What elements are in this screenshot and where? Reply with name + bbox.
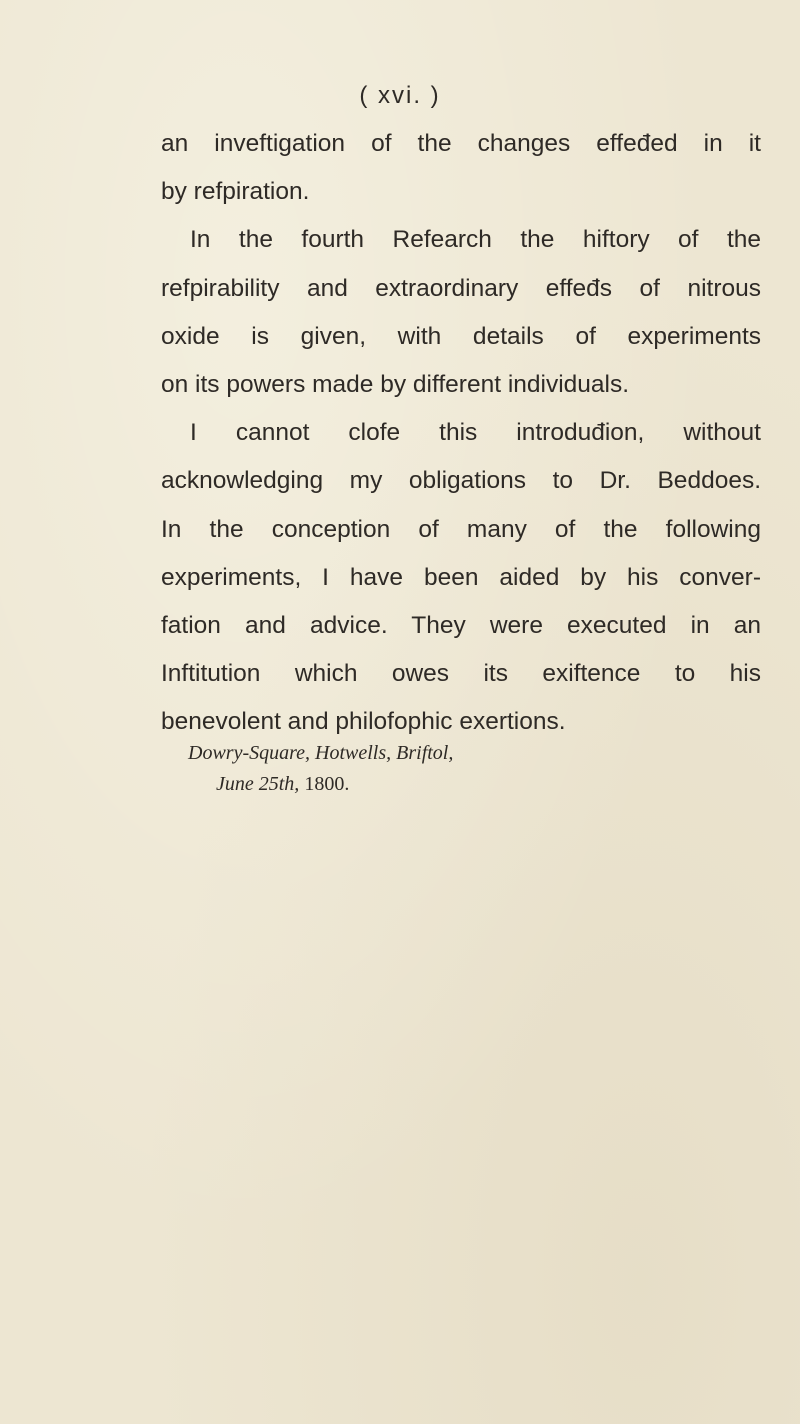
- text-line: on its powers made by different individuals.: [161, 370, 630, 398]
- text-line: acknowledging my obligations to Dr. Beddoes.: [161, 467, 761, 495]
- text-line: benevolent and philofophic exertions.: [161, 708, 566, 736]
- page-number: ( xvi. ): [359, 82, 441, 109]
- signature-block: [188, 742, 453, 796]
- signature-date-line: [188, 773, 453, 796]
- text-line: Inftitution which owes its exiftence to his: [161, 660, 761, 688]
- signature-year: 1800.: [304, 773, 350, 795]
- signature-date: June 25th,: [216, 773, 300, 795]
- text-line: oxide is given, with details of experiments: [161, 322, 761, 350]
- text-line: I cannot clofe this introduđion, without: [190, 419, 761, 447]
- text-line: fation and advice. They were executed in an: [161, 611, 761, 639]
- text-line: experiments, I have been aided by his conver-: [161, 563, 761, 591]
- text-line: by refpiration.: [161, 178, 310, 206]
- signature-place: Dowry-Square, Hotwells, Briftol,: [188, 742, 454, 764]
- text-line: In the fourth Refearch the hiftory of the: [190, 226, 761, 254]
- text-line: an inveftigation of the changes effeđed in it: [161, 130, 761, 157]
- body-text: [161, 120, 761, 746]
- text-line: In the conception of many of the following: [161, 515, 761, 543]
- text-line: refpirability and extraordinary effeđs of nitrous: [161, 274, 761, 302]
